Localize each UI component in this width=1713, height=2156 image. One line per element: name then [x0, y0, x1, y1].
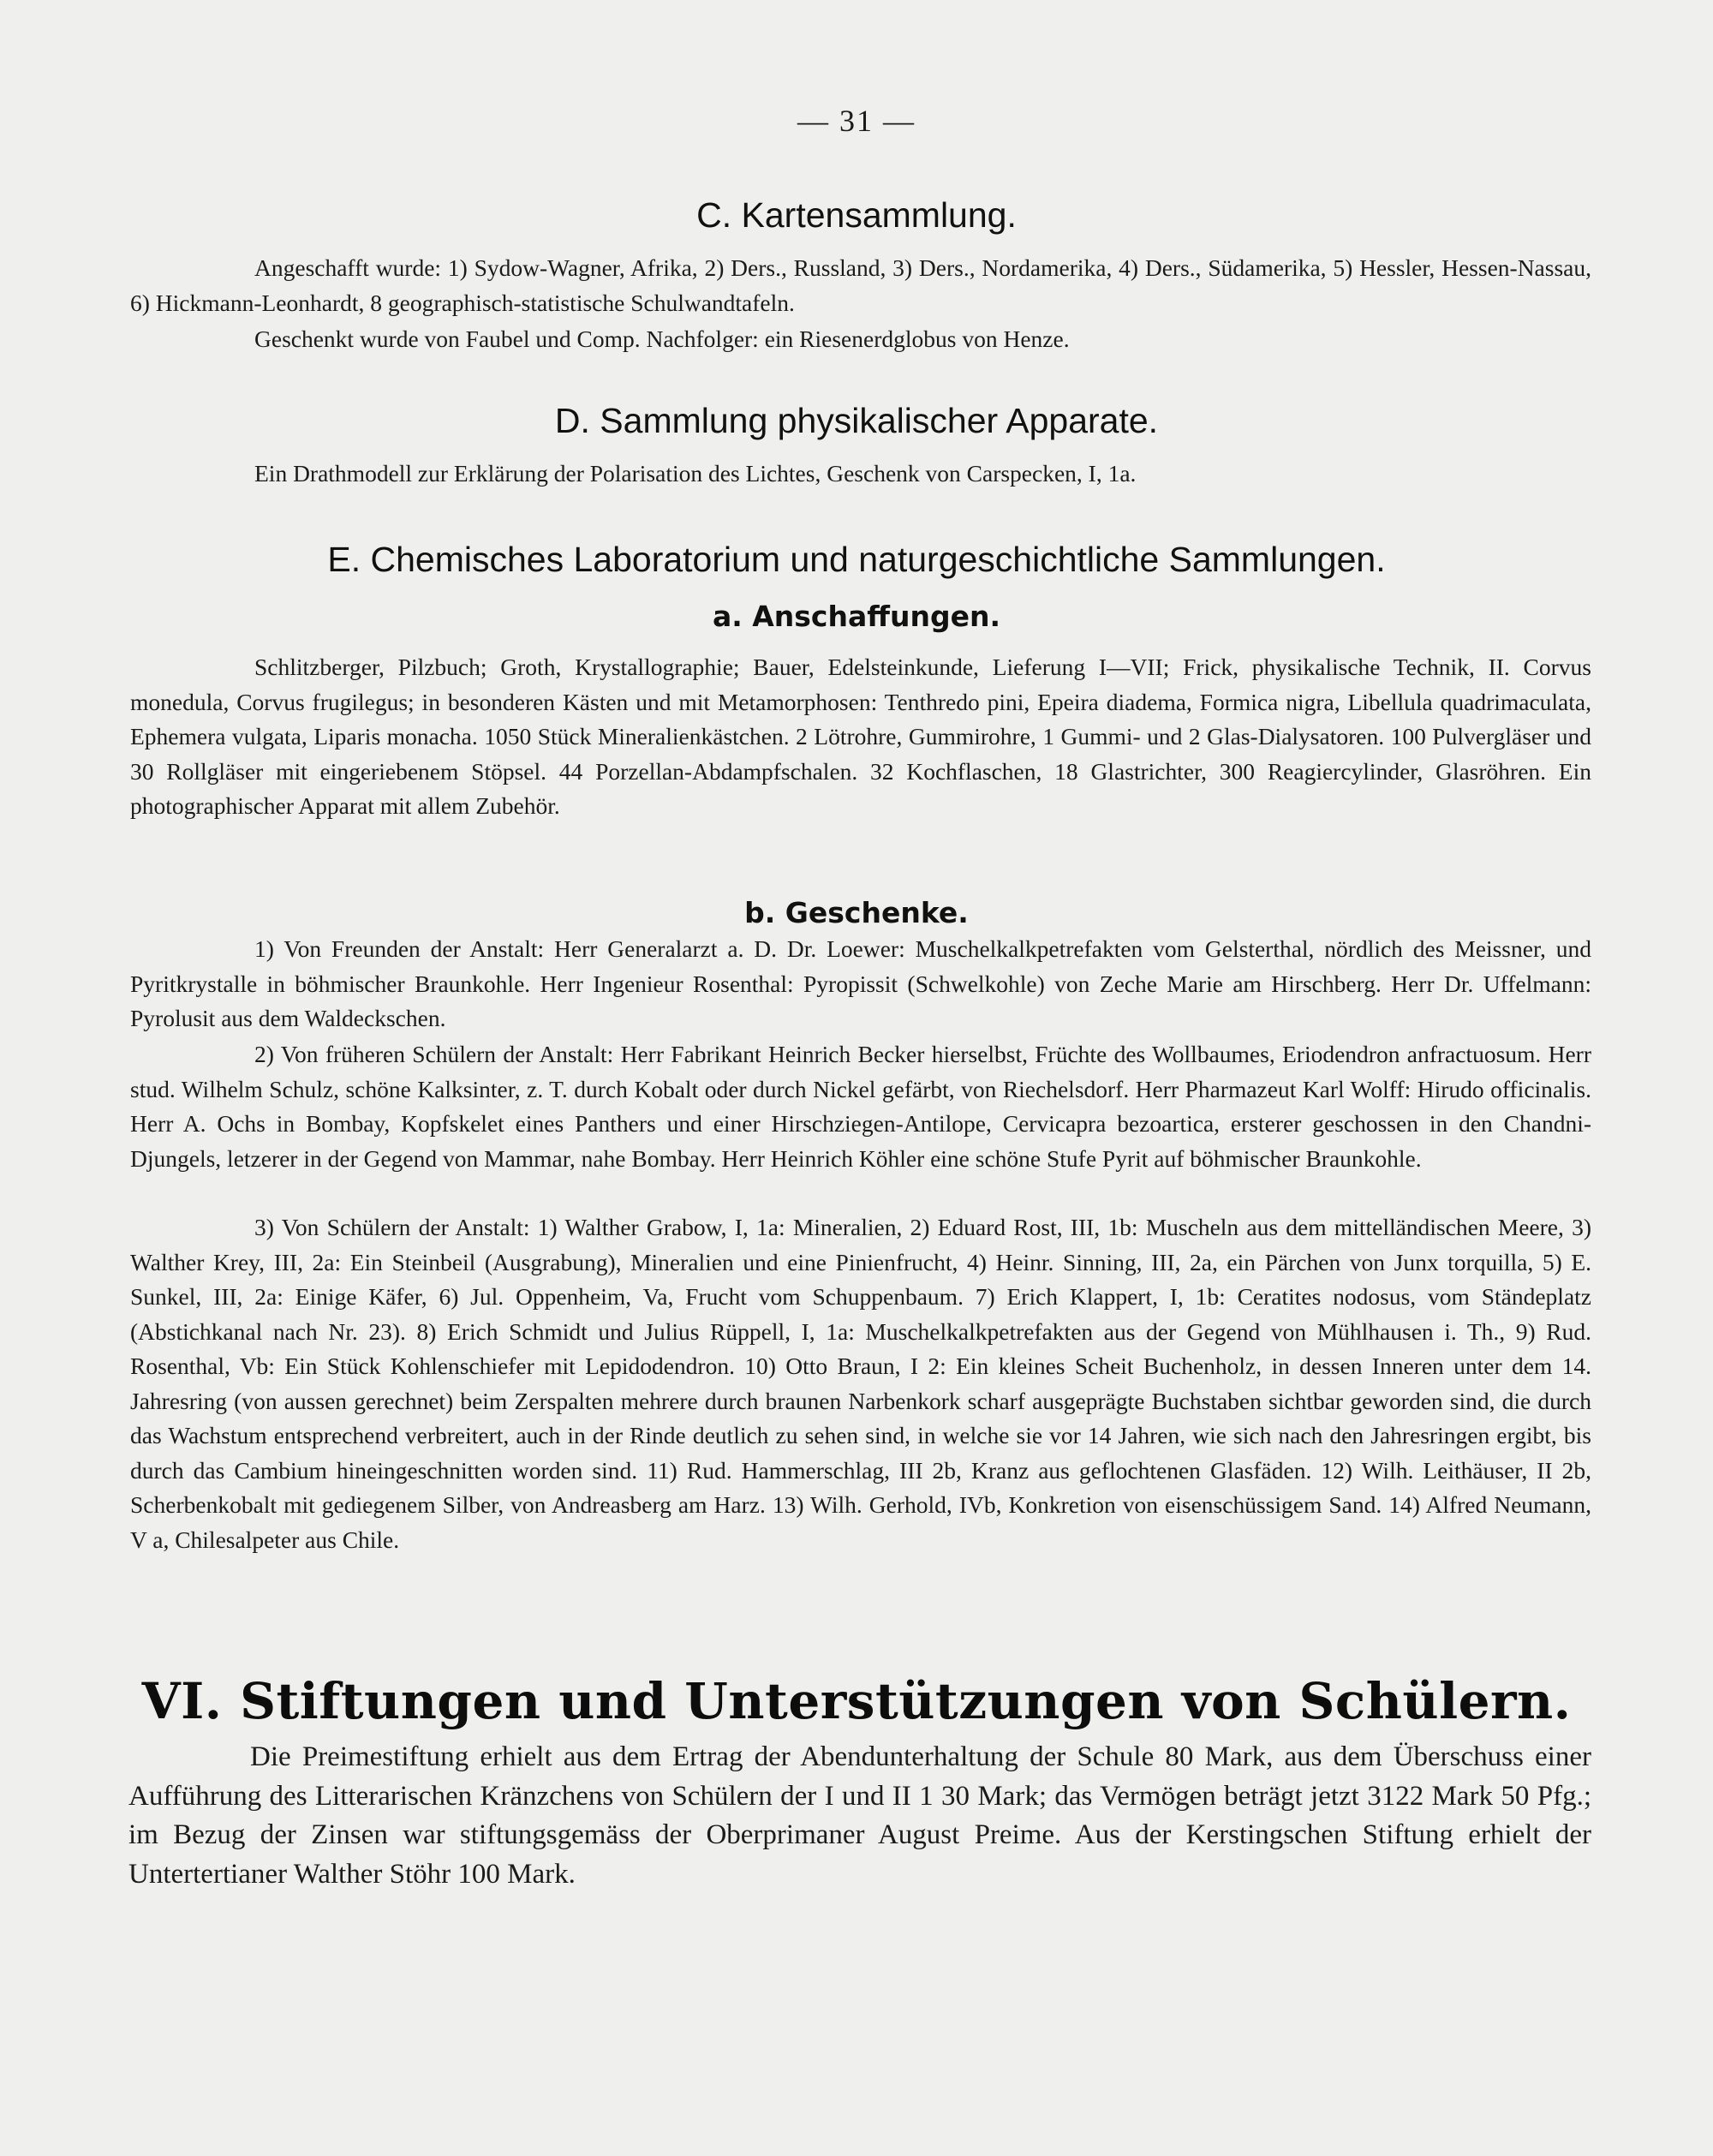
paragraph-stiftungen: Die Preimestiftung erhielt aus dem Ertrag der Abendunterhaltung der Schule 80 Mark, aus dem Überschuss einer Aufführung des Litterarischen Kränzchens von Schülern der I und II 1 30 Mark; das Vermögen beträgt jetzt 3122 Mark 50 Pfg.; im Bezug der Zinsen war stiftungsgemäss der Oberprimaner August Preime. Aus der Kerstingschen Stiftung erhielt der Untertertianer Walther Stöhr 100 Mark. — [128, 1741, 1591, 1890]
paragraph-kartensammlung-angeschafft: Angeschafft wurde: 1) Sydow-Wagner, Afrika, 2) Ders., Russland, 3) Ders., Nordamerika, 4) Ders., Südamerika, 5) Hessler, Hessen-Nassau, 6) Hickmann-Leonhardt, 8 geographisch-statistische Schulwandtafeln. — [130, 254, 1591, 316]
subheading-anschaffungen: a. Anschaffungen. — [712, 600, 1001, 633]
heading-physikalische-apparate: D. Sammlung physikalischer Apparate. — [554, 401, 1159, 440]
subheading-geschenke: b. Geschenke. — [744, 896, 969, 929]
paragraph-anschaffungen: Schlitzberger, Pilzbuch; Groth, Krystallographie; Bauer, Edelsteinkunde, Lieferung I—VII; Frick, physikalische Technik, II. Corvus monedula, Corvus frugilegus; in besonderen Kästen und mit Metamorphosen: Tenthredo pini, Epeira diadema, Formica nigra, Libellula quadrimaculata, Ephemera vulgata, Liparis monacha. 1050 Stück Mineralienkästchen. 2 Lötrohre, Gummirohre, 1 Gummi- und 2 Glas-Dialysatoren. 100 Pulvergläser und 30 Rollgläser mit eingeriebenem Stöpsel. 44 Porzellan-Abdampfschalen. 32 Kochflaschen, 18 Glastrichter, 300 Reagiercylinder, Glasröhren. Ein photographischer Apparat mit allem Zubehör. — [130, 654, 1591, 819]
paragraph-physikalische-apparate: Ein Drathmodell zur Erklärung der Polarisation des Lichtes, Geschenk von Carspecken, I, 1a. — [254, 460, 1137, 487]
heading-chemisches-laboratorium: E. Chemisches Laboratorium und naturgeschichtliche Sammlungen. — [327, 540, 1386, 579]
page-number: — 31 — — [797, 104, 916, 138]
paragraph-geschenke-freunde: 1) Von Freunden der Anstalt: Herr Generalarzt a. D. Dr. Loewer: Muschelkalkpetrefakten vom Gelsterthal, nördlich des Meissner, und Pyritkrystalle in böhmischer Braunkohle. Herr Ingenieur Rosenthal: Pyropissit (Schwelkohle) von Zeche Marie am Hirschberg. Herr Dr. Uffelmann: Pyrolusit aus dem Waldeckschen. — [130, 935, 1591, 1031]
paragraph-geschenke-fruehere-schueler: 2) Von früheren Schülern der Anstalt: Herr Fabrikant Heinrich Becker hierselbst, Früchte des Wollbaumes, Eriodendron anfractuosum. Herr stud. Wilhelm Schulz, schöne Kalksinter, z. T. durch Kobalt oder durch Nickel gefärbt, von Riechelsdorf. Herr Pharmazeut Karl Wolff: Hirudo officinalis. Herr A. Ochs in Bombay, Kopfskelet eines Panthers und einer Hirschziegen-Antilope, Cervicapra bezoartica, ersterer geschossen in den Chandni-Djungels, letzerer in der Gegend von Mammar, nahe Bombay. Herr Heinrich Köhler eine schöne Stufe Pyrit auf böhmischer Braunkohle. — [130, 1041, 1591, 1172]
heading-kartensammlung: C. Kartensammlung. — [696, 195, 1017, 235]
paragraph-kartensammlung-geschenkt: Geschenkt wurde von Faubel und Comp. Nachfolger: ein Riesenerdglobus von Henze. — [254, 325, 1070, 352]
heading-stiftungen: VI. Stiftungen und Unterstützungen von Schülern. — [141, 1672, 1572, 1730]
paragraph-geschenke-schueler: 3) Von Schülern der Anstalt: 1) Walther Grabow, I, 1a: Mineralien, 2) Eduard Rost, III, 1b: Muscheln aus dem mittelländischen Meere, 3) Walther Krey, III, 2a: Ein Steinbeil (Ausgrabung), Mineralien und eine Pinienfrucht, 4) Heinr. Sinning, III, 2a, ein Pärchen von Junx torquilla, 5) E. Sunkel, III, 2a: Einige Käfer, 6) Jul. Oppenheim, Va, Frucht vom Schuppenbaum. 7) Erich Klappert, I, 1b: Ceratites nodosus, vom Ständeplatz (Abstichkanal nach Nr. 23). 8) Erich Schmidt und Julius Rüppell, I, 1a: Muschelkalkpetrefakten aus der Gegend von Mühlhausen i. Th., 9) Rud. Rosenthal, Vb: Ein Stück Kohlenschiefer mit Lepidodendron. 10) Otto Braun, I 2: Ein kleines Scheit Buchenholz, in dessen Inneren unter dem 14. Jahresring (von aussen gerechnet) beim Zerspalten mehrere durch braunen Narbenkork scharf ausgeprägte Buchstaben sichtbar geworden sind, die durch das Wachstum entsprechend verbreitert, auch in der Rinde deutlich zu sehen sind, in welche sie vor 14 Jahren, wie sich nach den Jahresringen ergibt, bis durch das Cambium hineingeschnitten worden sind. 11) Rud. Hammerschlag, III 2b, Kranz aus geflochtenen Glasfäden. 12) Wilh. Leithäuser, II 2b, Scherbenkobalt mit gediegenem Silber, von Andreasberg am Harz. 13) Wilh. Gerhold, IVb, Konkretion von eisenschüssigem Sand. 14) Alfred Neumann, V a, Chilesalpeter aus Chile. — [130, 1214, 1591, 1553]
